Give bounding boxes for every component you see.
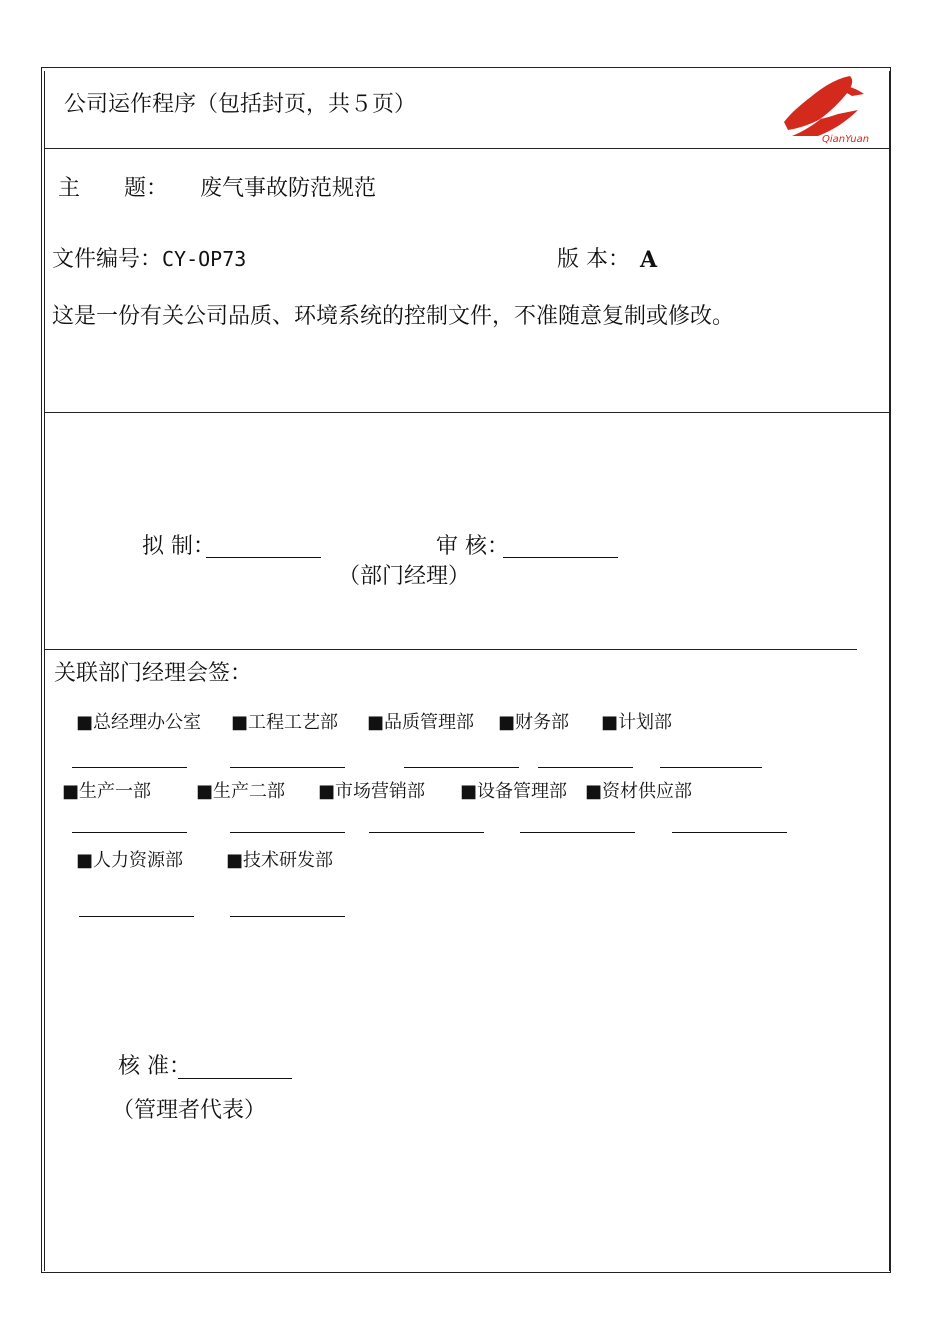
dept-checkbox-rnd[interactable]: ■技术研发部	[226, 850, 334, 871]
dept-checkbox-finance[interactable]: ■财务部	[498, 712, 570, 733]
review-label: 审 核：	[436, 534, 509, 559]
doc-number-label: 文件编号：	[52, 247, 163, 272]
countersign-title: 关联部门经理会签：	[54, 661, 253, 686]
dept-checkbox-quality[interactable]: ■品质管理部	[367, 712, 475, 733]
signature-line[interactable]	[230, 916, 345, 917]
draft-label: 拟 制：	[142, 534, 215, 559]
signature-line[interactable]	[72, 767, 187, 768]
control-notice: 这是一份有关公司品质、环境系统的控制文件，不准随意复制或修改。	[52, 304, 735, 329]
review-note: （部门经理）	[338, 564, 471, 589]
header-title: 公司运作程序（包括封页，共５页）	[64, 92, 417, 117]
dept-checkbox-equipment[interactable]: ■设备管理部	[460, 781, 568, 802]
signature-line[interactable]	[660, 767, 762, 768]
logo-wordmark: QianYuan	[822, 134, 870, 144]
subject-value: 废气事故防范规范	[200, 176, 377, 201]
doc-number-value: CY-OP73	[162, 247, 247, 271]
version-value: A	[640, 247, 658, 273]
company-logo	[778, 72, 872, 144]
draft-signature-line[interactable]	[206, 557, 321, 558]
signature-line[interactable]	[538, 767, 633, 768]
signature-line[interactable]	[369, 832, 484, 833]
signature-line[interactable]	[79, 916, 194, 917]
approval-label: 核 准：	[118, 1054, 191, 1079]
approval-note: （管理者代表）	[112, 1098, 267, 1123]
version-label: 版 本：	[557, 247, 630, 272]
dept-checkbox-hr[interactable]: ■人力资源部	[76, 850, 184, 871]
dept-checkbox-production-1[interactable]: ■生产一部	[62, 781, 152, 802]
divider	[44, 649, 857, 650]
dept-checkbox-general-office[interactable]: ■总经理办公室	[76, 712, 202, 733]
signature-line[interactable]	[72, 832, 187, 833]
signature-line[interactable]	[520, 832, 635, 833]
divider	[44, 148, 890, 149]
approval-signature-line[interactable]	[178, 1078, 292, 1079]
dept-checkbox-engineering[interactable]: ■工程工艺部	[231, 712, 339, 733]
signature-line[interactable]	[672, 832, 787, 833]
signature-line[interactable]	[230, 767, 345, 768]
review-signature-line[interactable]	[503, 557, 618, 558]
dept-checkbox-materials[interactable]: ■资材供应部	[585, 781, 693, 802]
dept-checkbox-planning[interactable]: ■计划部	[601, 712, 673, 733]
divider	[44, 412, 890, 413]
signature-line[interactable]	[230, 832, 345, 833]
signature-line[interactable]	[404, 767, 519, 768]
subject-label: 主 题：	[58, 176, 169, 201]
dept-checkbox-production-2[interactable]: ■生产二部	[196, 781, 286, 802]
dept-checkbox-marketing[interactable]: ■市场营销部	[318, 781, 426, 802]
